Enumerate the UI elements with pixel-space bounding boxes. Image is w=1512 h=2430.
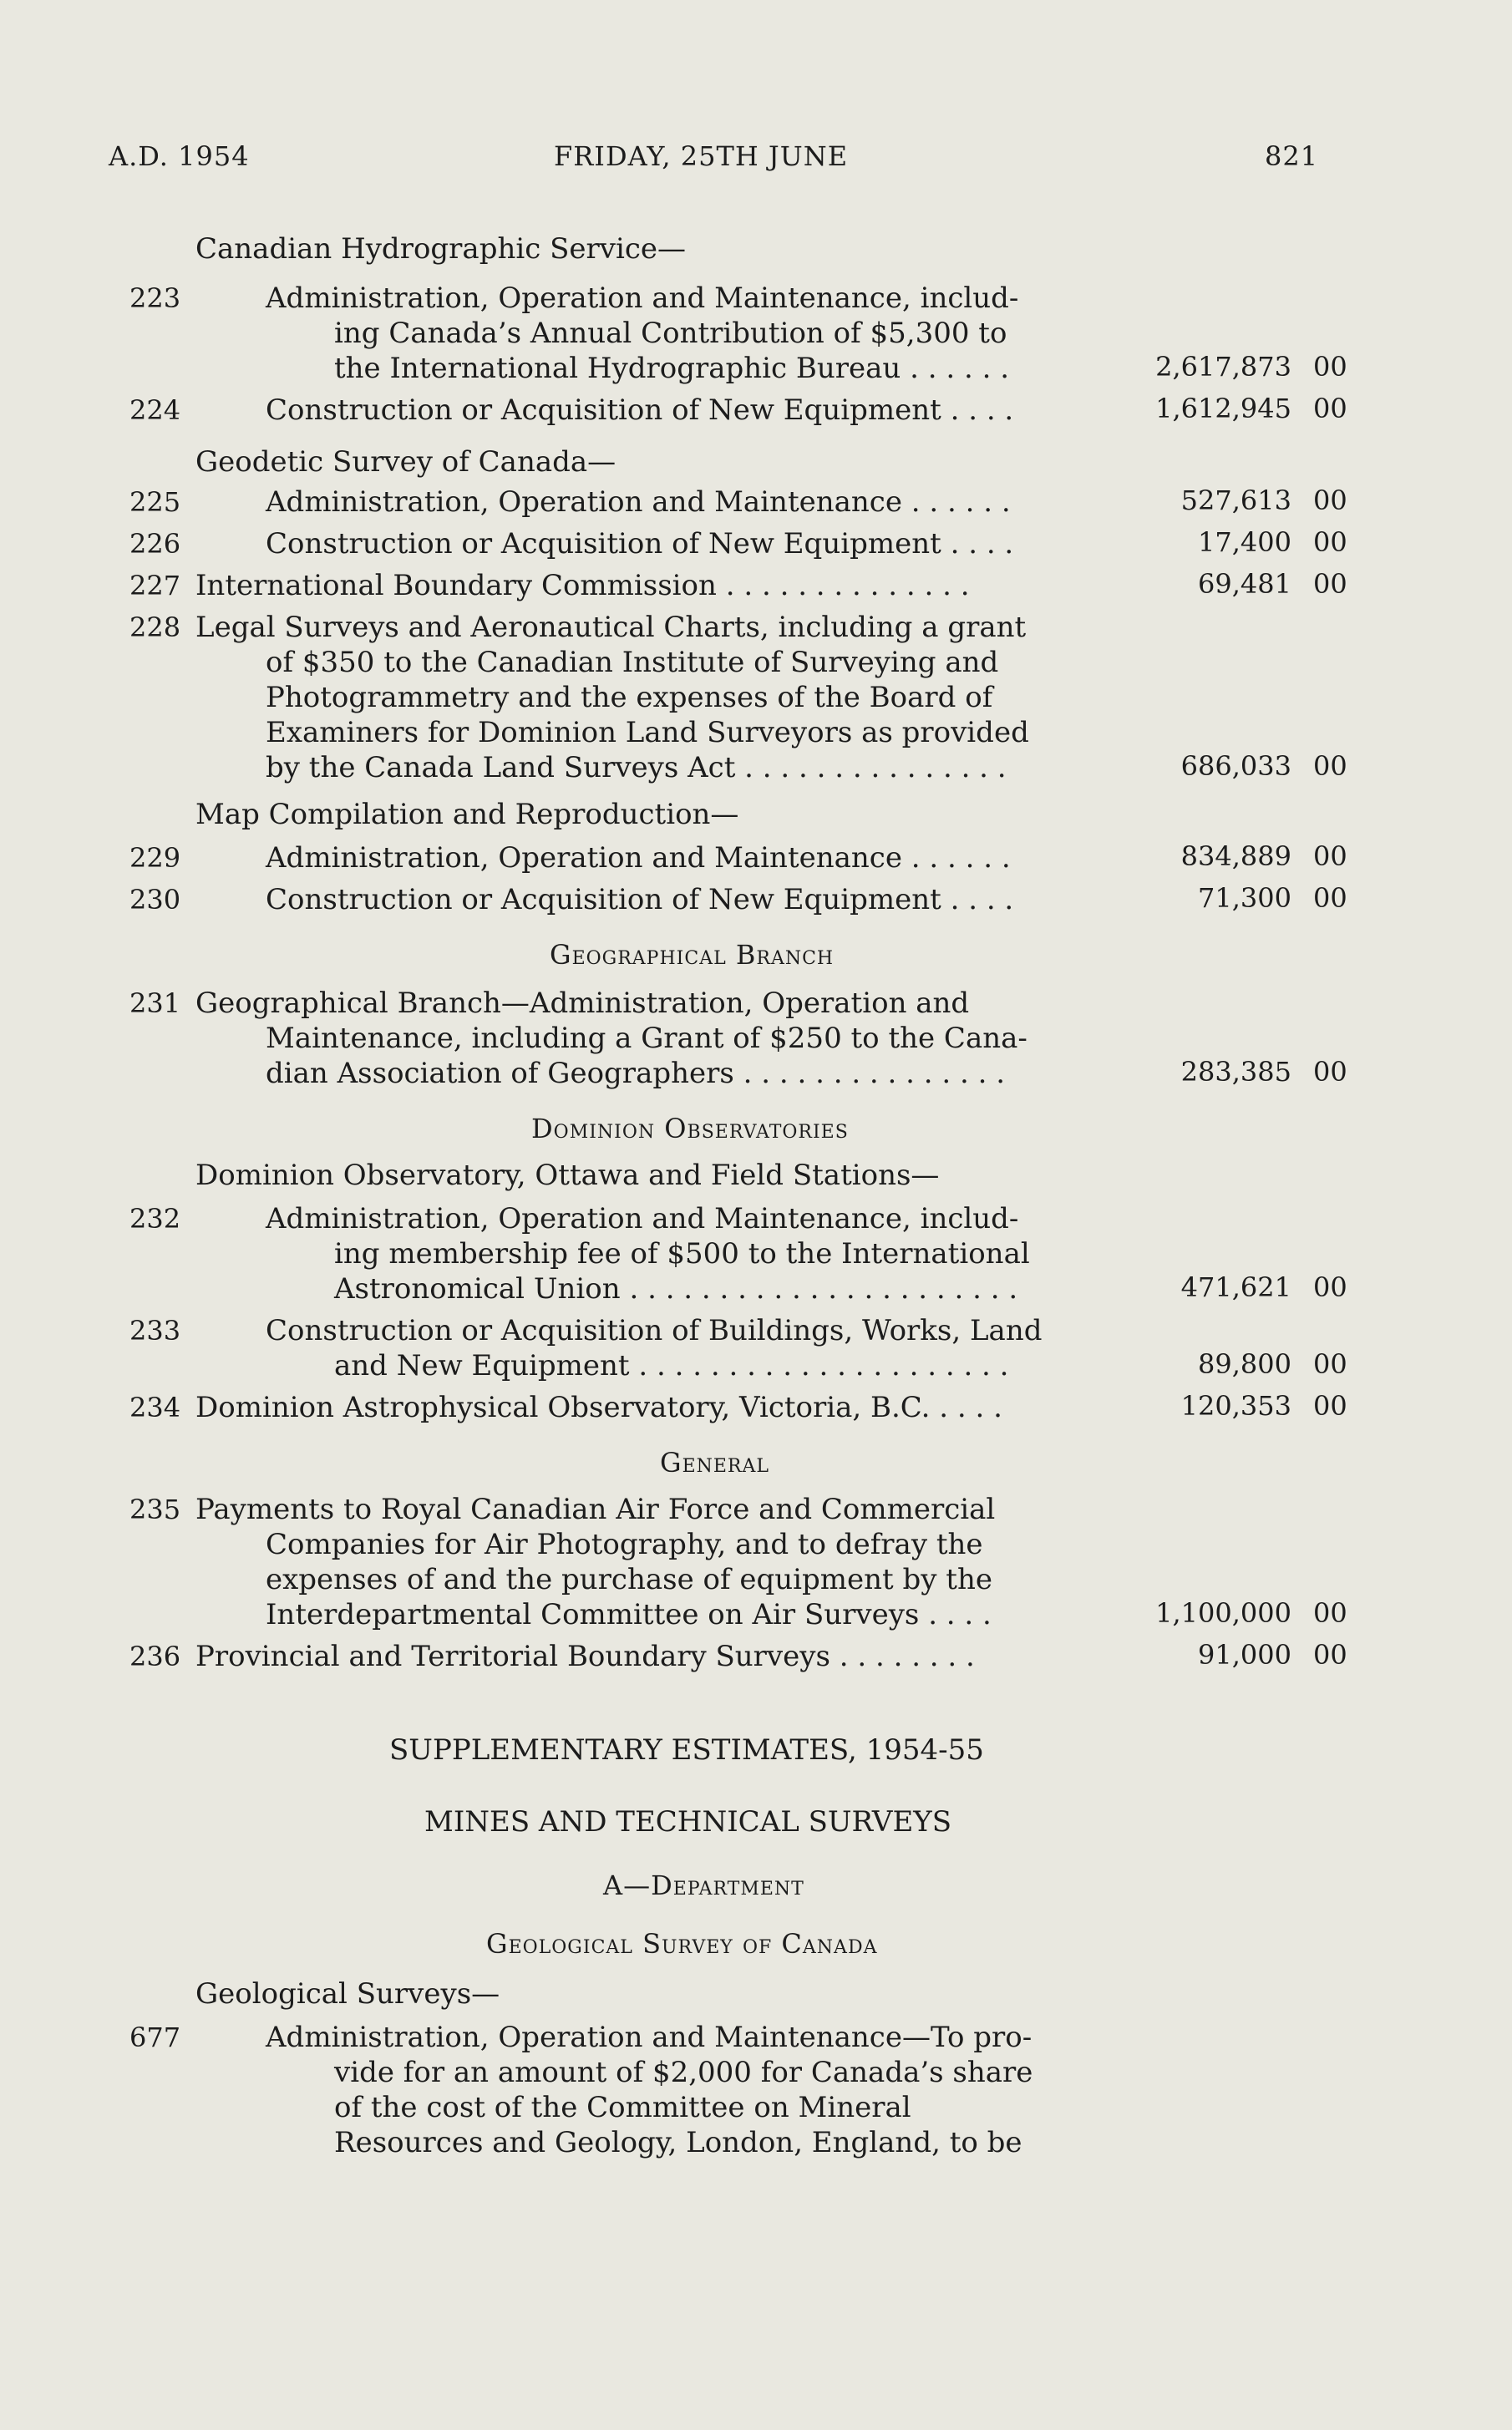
header-page-number: 821 <box>1265 140 1319 172</box>
item-number: 677 <box>129 2022 181 2053</box>
item-amount: 527,613 <box>1180 484 1291 516</box>
item-number: 233 <box>129 1315 181 1347</box>
item-amount: 1,612,945 <box>1155 393 1291 424</box>
item-number: 227 <box>129 570 181 601</box>
item-cents: 00 <box>1313 526 1347 558</box>
item-text-line: Administration, Operation and Maintenance—To pro- <box>266 2021 1033 2054</box>
subheading-map-compilation: Map Compilation and Reproduction— <box>195 798 739 831</box>
item-text-line: Construction or Acquisition of New Equipment . . . . <box>266 393 1014 427</box>
item-amount: 120,353 <box>1180 1390 1291 1422</box>
item-cents: 00 <box>1313 750 1347 782</box>
subheading-geodetic: Geodetic Survey of Canada— <box>195 445 616 479</box>
item-number: 228 <box>129 611 181 643</box>
item-cents: 00 <box>1313 1639 1347 1671</box>
item-cents: 00 <box>1313 1271 1347 1303</box>
item-amount: 1,100,000 <box>1155 1597 1291 1629</box>
item-cents: 00 <box>1313 351 1347 383</box>
item-cents: 00 <box>1313 484 1347 516</box>
item-text-line: of the cost of the Committee on Mineral <box>334 2091 911 2124</box>
item-text-line: expenses of and the purchase of equipment by the <box>266 1563 992 1596</box>
item-text-line: Administration, Operation and Maintenance, includ- <box>266 1202 1019 1235</box>
item-text-line: Construction or Acquisition of New Equipment . . . . <box>266 883 1014 916</box>
item-number: 223 <box>129 282 181 314</box>
item-cents: 00 <box>1313 1597 1347 1629</box>
item-cents: 00 <box>1313 568 1347 600</box>
item-text-line: ing membership fee of $500 to the International <box>334 1237 1030 1271</box>
item-cents: 00 <box>1313 393 1347 424</box>
item-text-line: Administration, Operation and Maintenance . . . . . . <box>266 841 1011 875</box>
item-number: 224 <box>129 394 181 426</box>
item-text-line: and New Equipment . . . . . . . . . . . . . . . . . . . . . <box>334 1349 1009 1382</box>
item-number: 231 <box>129 987 181 1019</box>
item-number: 229 <box>129 842 181 874</box>
item-cents: 00 <box>1313 1056 1347 1088</box>
item-cents: 00 <box>1313 1348 1347 1380</box>
item-number: 230 <box>129 884 181 916</box>
item-amount: 283,385 <box>1180 1056 1291 1088</box>
item-number: 226 <box>129 528 181 560</box>
item-amount: 89,800 <box>1198 1348 1291 1380</box>
item-amount: 71,300 <box>1198 882 1291 914</box>
item-text-line: Provincial and Territorial Boundary Surveys . . . . . . . . <box>195 1640 975 1673</box>
item-text-line: Construction or Acquisition of Buildings, Works, Land <box>266 1314 1043 1347</box>
item-text-line: Astronomical Union . . . . . . . . . . . . . . . . . . . . . . <box>334 1272 1018 1306</box>
item-amount: 686,033 <box>1180 750 1291 782</box>
item-text-line: Resources and Geology, London, England, to be <box>334 2126 1022 2159</box>
item-text-line: Examiners for Dominion Land Surveyors as provided <box>266 716 1029 749</box>
item-text-line: dian Association of Geographers . . . . . . . . . . . . . . . <box>266 1057 1006 1090</box>
item-amount: 17,400 <box>1198 526 1291 558</box>
item-text-line: Photogrammetry and the expenses of the Board of <box>266 681 993 714</box>
item-text-line: vide for an amount of $2,000 for Canada’s share <box>334 2056 1033 2089</box>
subheading-hydrographic: Canadian Hydrographic Service— <box>195 232 686 266</box>
item-number: 235 <box>129 1494 181 1525</box>
item-amount: 69,481 <box>1198 568 1291 600</box>
item-text-line: Maintenance, including a Grant of $250 to the Cana- <box>266 1022 1027 1055</box>
item-text-line: ing Canada’s Annual Contribution of $5,300 to <box>334 317 1007 350</box>
item-text-line: Administration, Operation and Maintenance . . . . . . <box>266 485 1011 519</box>
item-text-line: of $350 to the Canadian Institute of Surveying and <box>266 646 999 679</box>
item-amount: 471,621 <box>1180 1271 1291 1303</box>
item-text-line: Legal Surveys and Aeronautical Charts, including a grant <box>195 611 1027 644</box>
item-number: 225 <box>129 486 181 518</box>
subheading-dominion-observatory: Dominion Observatory, Ottawa and Field Stations— <box>195 1159 940 1192</box>
item-text-line: Interdepartmental Committee on Air Surveys . . . . <box>266 1598 992 1631</box>
department-heading: A—Department <box>603 1869 804 1901</box>
item-text-line: Companies for Air Photography, and to defray the <box>266 1528 983 1561</box>
item-amount: 834,889 <box>1180 840 1291 872</box>
geological-survey-heading: Geological Survey of Canada <box>486 1928 878 1960</box>
item-cents: 00 <box>1313 1390 1347 1422</box>
item-number: 234 <box>129 1392 181 1423</box>
subheading-geological-surveys: Geological Surveys— <box>195 1977 500 2011</box>
item-amount: 2,617,873 <box>1155 351 1291 383</box>
item-text-line: Payments to Royal Canadian Air Force and Commercial <box>195 1493 996 1526</box>
section-heading-geographical: Geographical Branch <box>550 939 835 971</box>
header-left: A.D. 1954 <box>109 140 250 172</box>
section-heading-general: General <box>660 1447 769 1479</box>
item-text-line: by the Canada Land Surveys Act . . . . . . . . . . . . . . . <box>266 751 1007 784</box>
section-heading-dominion-observatories: Dominion Observatories <box>531 1113 849 1144</box>
item-number: 232 <box>129 1203 181 1235</box>
item-text-line: Administration, Operation and Maintenance, includ- <box>266 282 1019 315</box>
item-text-line: Geographical Branch—Administration, Operation and <box>195 987 970 1020</box>
item-cents: 00 <box>1313 882 1347 914</box>
item-text-line: the International Hydrographic Bureau . . . . . . <box>334 352 1010 385</box>
supplementary-estimates-title: SUPPLEMENTARY ESTIMATES, 1954-55 <box>389 1733 984 1767</box>
item-cents: 00 <box>1313 840 1347 872</box>
item-text-line: International Boundary Commission . . . . . . . . . . . . . . <box>195 569 970 602</box>
header-center: FRIDAY, 25TH JUNE <box>554 140 849 172</box>
item-text-line: Dominion Astrophysical Observatory, Victoria, B.C. . . . . <box>195 1391 1002 1424</box>
item-text-line: Construction or Acquisition of New Equipment . . . . <box>266 527 1014 561</box>
item-number: 236 <box>129 1641 181 1672</box>
mines-title: MINES AND TECHNICAL SURVEYS <box>424 1805 952 1839</box>
item-amount: 91,000 <box>1198 1639 1291 1671</box>
